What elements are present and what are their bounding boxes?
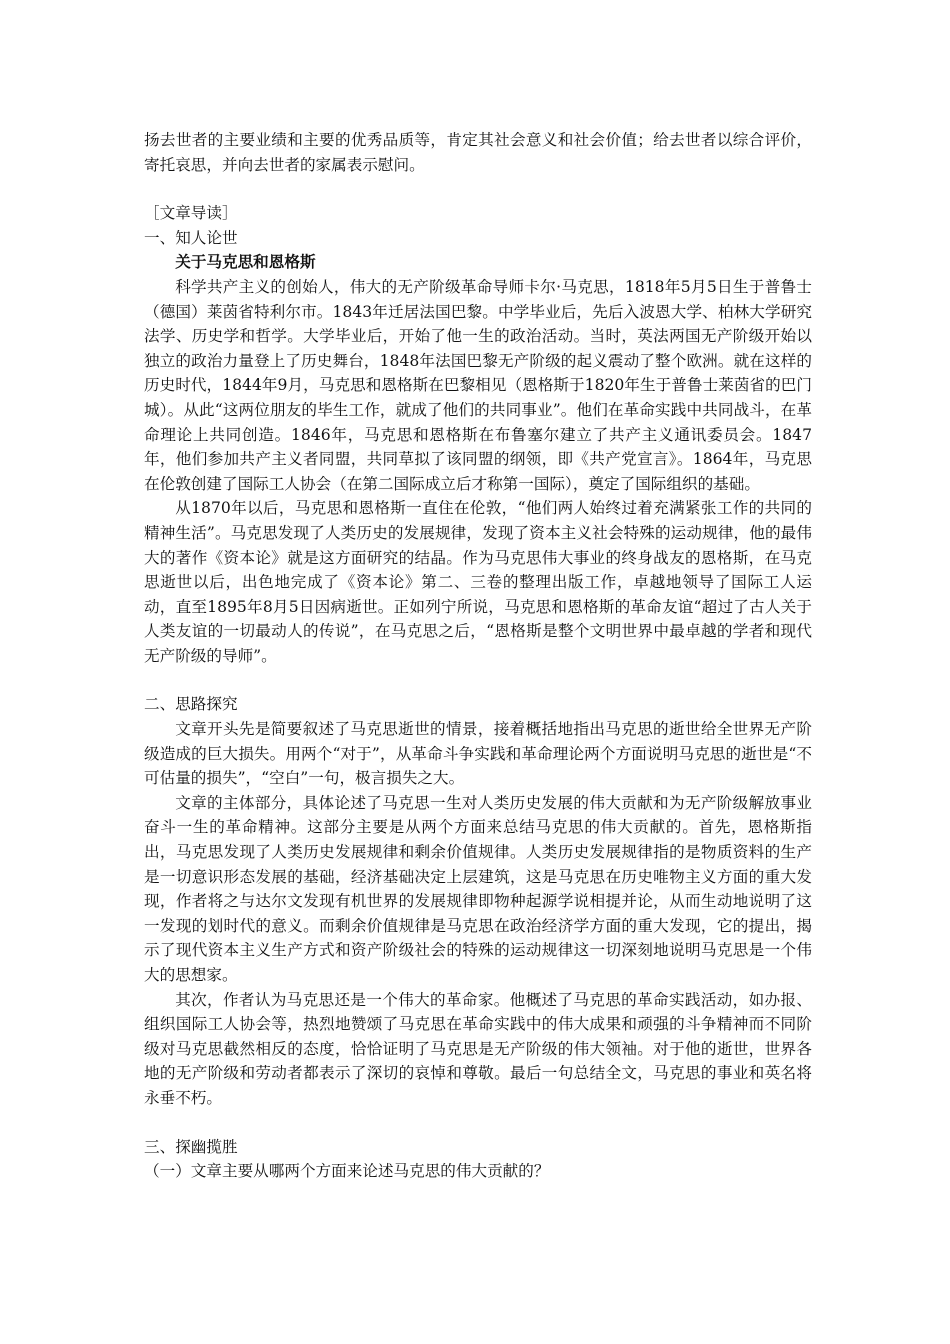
section2-paragraph-2: 文章的主体部分，具体论述了马克思一生对人类历史发展的伟大贡献和为无产阶级解放事业奋斗一生的革命精神。这部分主要是从两个方面来总结马克思的伟大贡献的。首先，恩格斯指出，马克思发现了人类历史发展规律和剩余价值规律。人类历史发展规律指的是物质资料的生产是一切意识形态发展的基础，经济基础决定上层建筑，这是马克思在历史唯物主义方面的重大发现，作者将之与达尔文发现有机世界的发展规律即物种起源学说相提并论，从而生动地说明了这一发现的划时代的意义。而剩余价值规律是马克思在政治经济学方面的重大发现，它的提出，揭示了现代资本主义生产方式和资产阶级社会的特殊的运动规律这一切深刻地说明马克思是一个伟大的思想家。 xyxy=(144,793,812,984)
section1-subheading: 关于马克思和恩格斯 xyxy=(175,252,316,272)
document-page xyxy=(144,128,812,1184)
section1-heading: 一、知人论世 xyxy=(144,228,238,247)
section2-paragraph-3: 其次，作者认为马克思还是一个伟大的革命家。他概述了马克思的革命实践活动，如办报、组织国际工人协会等，热烈地赞颂了马克思在革命实践中的伟大成果和顽强的斗争精神而不同阶级对马克思截然相反的态度，恰恰证明了马克思是无产阶级的伟大领袖。对于他的逝世，世界各地的无产阶级和劳动者都表示了深切的哀悼和尊敬。最后一句总结全文，马克思的事业和英名将永垂不朽。 xyxy=(144,990,812,1107)
intro-paragraph: 扬去世者的主要业绩和主要的优秀品质等，肯定其社会意义和社会价值；给去世者以综合评价，寄托哀思，并向去世者的家属表示慰问。 xyxy=(144,131,812,174)
spacer xyxy=(144,177,812,201)
section1-paragraph-1: 科学共产主义的创始人，伟大的无产阶级革命导师卡尔·马克思，1818年5月5日生于普鲁士（德国）莱茵省特利尔市。1843年迁居法国巴黎。中学毕业后，先后入波恩大学、柏林大学研究法学、历史学和哲学。大学毕业后，开始了他一生的政治活动。当时，英法两国无产阶级开始以独立的政治力量登上了历史舞台，1848年法国巴黎无产阶级的起义震动了整个欧洲。就在这样的历史时代，1844年9月，马克思和恩格斯在巴黎相见（恩格斯于1820年生于普鲁士莱茵省的巴门城）。从此“这两位朋友的毕生工作，就成了他们的共同事业”。他们在革命实践中共同战斗，在革命理论上共同创造。1846年，马克思和恩格斯在布鲁塞尔建立了共产主义通讯委员会。1847年，他们参加共产主义者同盟，共同草拟了该同盟的纲领，即《共产党宣言》。1864年，马克思在伦敦创建了国际工人协会（在第二国际成立后才称第一国际），奠定了国际组织的基础。 xyxy=(144,277,812,493)
guide-heading: ［文章导读］ xyxy=(144,204,238,223)
spacer xyxy=(144,668,812,692)
section3-question: （一）文章主要从哪两个方面来论述马克思的伟大贡献的？ xyxy=(144,1162,550,1181)
section3-heading: 三、探幽揽胜 xyxy=(144,1137,238,1156)
section2-heading: 二、思路探究 xyxy=(144,695,238,714)
spacer xyxy=(144,1111,812,1135)
section1-paragraph-2: 从1870年以后，马克思和恩格斯一直住在伦敦，“他们两人始终过着充满紧张工作的共同的精神生活”。马克思发现了人类历史的发展规律，发现了资本主义社会特殊的运动规律，他的最伟大的著作《资本论》就是这方面研究的结晶。作为马克思伟大事业的终身战友的恩格斯，在马克思逝世以后，出色地完成了《资本论》第二、三卷的整理出版工作，卓越地领导了国际工人运动，直至1895年8月5日因病逝世。正如列宁所说，马克思和恩格斯的革命友谊“超过了古人关于人类友谊的一切最动人的传说”，在马克思之后，“恩格斯是整个文明世界中最卓越的学者和现代无产阶级的导师”。 xyxy=(144,499,812,665)
section2-paragraph-1: 文章开头先是简要叙述了马克思逝世的情景，接着概括地指出马克思的逝世给全世界无产阶级造成的巨大损失。用两个“对于”，从革命斗争实践和革命理论两个方面说明马克思的逝世是“不可估量的损失”，“空白”一句，极言损失之大。 xyxy=(144,720,812,788)
